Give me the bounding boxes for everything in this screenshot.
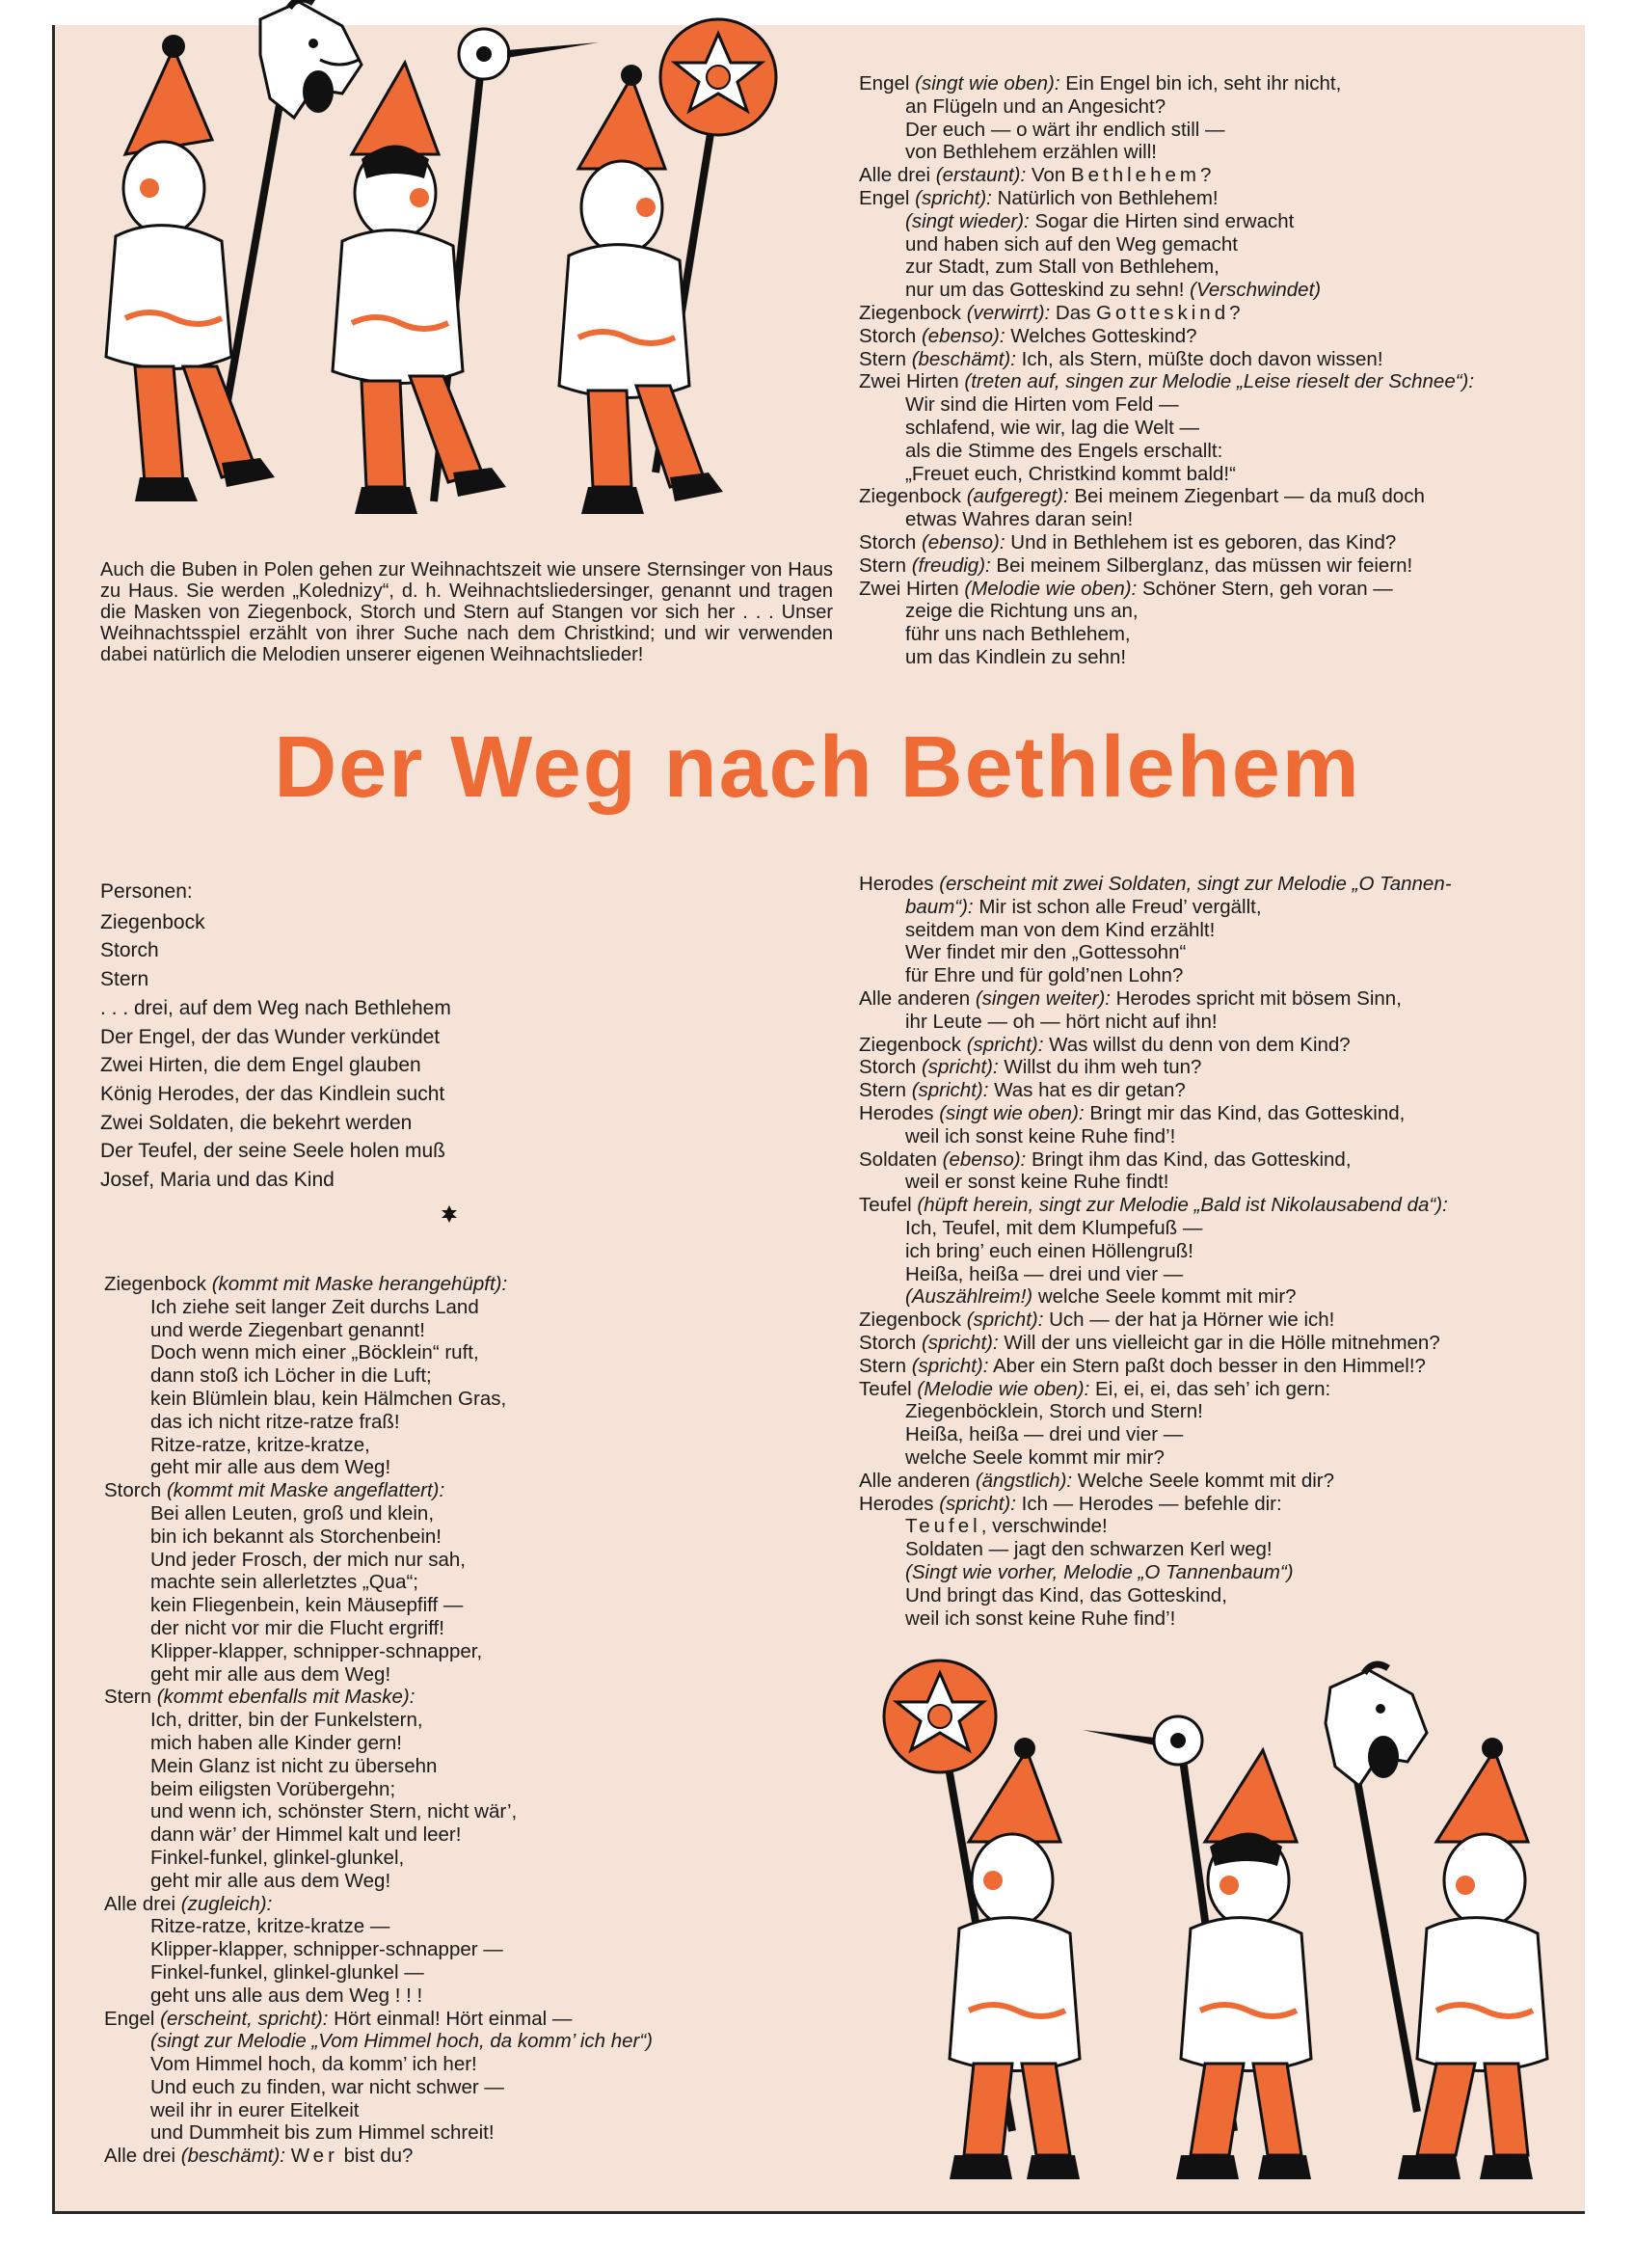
dialogue-text: das ich nicht ritze-ratze fraß! [150,1410,400,1433]
dialogue-text: Uch — der hat ja Hörner wie ich! [1043,1309,1335,1332]
dialogue-text: Hört einmal! Hört einmal — [328,2007,573,2030]
script-line [104,1732,653,1755]
script-line [104,1502,653,1526]
script-line [859,1056,1452,1079]
script-line [104,1526,653,1549]
script-line [859,302,1474,325]
script-line [859,1034,1452,1057]
stage-direction: (hüpft herein, singt zur Melodie „Bald ist Nikolausabend da“): [917,1194,1448,1217]
dialogue-text: Klipper-klapper, schnipper-schnapper, [150,1639,483,1662]
stage-direction: (spricht): [939,1492,1016,1515]
script-line [104,2008,653,2031]
script-line [859,393,1474,417]
script-line [859,1446,1452,1470]
stage-direction: (spricht): [911,1354,989,1377]
script-line [104,1640,653,1663]
dialogue-text: Wer findet mir den „Gottessohn“ [905,941,1187,964]
dialogue-text: dann wär’ der Himmel kalt und leer! [150,1823,462,1847]
script-line [859,1309,1452,1332]
stage-direction: (spricht): [921,1056,999,1079]
stage-direction: (spricht): [921,1331,999,1354]
script-line [104,1549,653,1572]
stage-direction: baum“): [905,895,974,918]
stage-direction: (treten auf, singen zur Melodie „Leise rieselt der Schnee“): [964,370,1475,393]
dialogue-text: Und jeder Frosch, der mich nur sah, [150,1548,466,1571]
dialogue-text: Ziegenböcklein, Storch und Stern! [905,1400,1203,1423]
script-line [859,1194,1452,1217]
dialogue-text: seitdem man von dem Kind erzählt! [905,918,1216,941]
dialogue-text: bist du? [337,2145,414,2168]
dialogue-text: Welches Gotteskind? [1005,324,1197,347]
boy-with-star-mask [559,19,776,514]
dialogue-text: führ uns nach Bethlehem, [905,623,1131,646]
cast-item: Der Engel, der das Wunder verkündet [100,1025,441,1048]
script-line [859,1378,1452,1401]
script-line [859,1607,1452,1631]
script-line [104,1341,653,1364]
dialogue-text: Wir sind die Hirten vom Feld — [905,393,1179,417]
dialogue-text: zeige die Richtung uns an, [905,600,1139,623]
illustration-boys-top [96,0,868,550]
script-line [859,119,1474,142]
cast-item: Zwei Hirten, die dem Engel glauben [100,1054,421,1077]
dialogue-text: geht uns alle aus dem Weg ! ! ! [150,1984,423,2007]
speaker-name: Storch [859,530,917,554]
emphasized-word: Wer [290,2145,338,2168]
dialogue-text: ? [1229,301,1241,324]
script-line [104,1411,653,1434]
stage-direction: (ängstlich): [975,1469,1073,1492]
script-line [859,1240,1452,1263]
script-line [859,325,1474,348]
intro-caption: Auch die Buben in Polen gehen zur Weihnachtszeit wie unsere Sternsinger von Haus zu Haus. Sie werden „Kolednizy“, d. h. Weihnachtsliedersinger, genannt und tragen die Masken von Ziegenbock, Storch und Stern auf Stangen vor sich her . . . Unser Weihnachtsspiel erzählt von ihrer Suche nach dem Christkind; und wir verwenden dabei natürlich die Melodien unserer eigenen Weihnachtslieder! [100,559,833,665]
script-line [104,1984,653,2008]
dialogue-text: weil ich sonst keine Ruhe find’! [905,1606,1176,1630]
script-line [859,210,1474,233]
script-line [104,1709,653,1732]
dialogue-text: Und in Bethlehem ist es geboren, das Kind? [1005,530,1397,554]
page-title: Der Weg nach Bethlehem [274,719,1361,816]
stage-direction: (erstaunt): [935,164,1027,187]
script-line [104,2121,653,2145]
dialogue-text: weil ich sonst keine Ruhe find’! [905,1124,1176,1148]
dialogue-text: Und euch zu finden, war nicht schwer — [150,2075,504,2098]
dialogue-text: dann stoß ich Löcher in die Luft; [150,1364,432,1388]
speaker-name: Alle drei [104,2145,176,2168]
script-line [859,1538,1452,1561]
script-line [859,256,1474,279]
dialogue-text: geht mir alle aus dem Weg! [150,1456,391,1479]
dialogue-text: Ritze-ratze, kritze-kratze — [150,1915,390,1938]
dialogue-text: zur Stadt, zum Stall von Bethlehem, [905,256,1220,279]
dialogue-text: geht mir alle aus dem Weg! [150,1869,391,1892]
script-line [859,578,1474,601]
dialogue-text: Aber ein Stern paßt doch besser in den Himmel!? [988,1354,1426,1377]
script-line [859,1285,1452,1309]
cast-item: . . . drei, auf dem Weg nach Bethlehem [100,996,451,1019]
cast-item: Storch [100,939,159,962]
star-divider-icon [441,1205,458,1223]
script-line [104,1961,653,1984]
stage-direction: (freudig): [911,554,991,577]
cast-item: Zwei Soldaten, die bekehrt werden [100,1111,413,1134]
dialogue-text: welche Seele kommt mit mir? [1032,1285,1297,1309]
boy-with-goat-mask [106,0,362,501]
dialogue-text: etwas Wahres daran sein! [905,508,1134,531]
dialogue-text: Und bringt das Kind, das Gotteskind, [905,1583,1227,1606]
speaker-name: Stern [859,1354,906,1377]
script-line [859,348,1474,371]
speaker-name: Stern [859,554,906,577]
dialogue-text: weil er sonst keine Ruhe findt! [905,1171,1169,1194]
dialogue-text: „Freuet euch, Christkind kommt bald!“ [905,462,1236,485]
dialogue-text: Ich ziehe seit langer Zeit durchs Land [150,1295,479,1318]
stage-direction: (spricht): [966,1033,1044,1056]
script-line [104,1273,653,1296]
dialogue-text: Heißa, heißa — drei und vier — [905,1262,1184,1285]
script-line [104,1594,653,1617]
script-line [859,1171,1452,1194]
script-line [859,1332,1452,1355]
script-line [104,2030,653,2053]
stage-direction: (spricht): [911,1079,989,1102]
dialogue-text: Bei meinem Silberglanz, das müssen wir feiern! [990,554,1413,577]
script-line [859,964,1452,987]
speaker-name: Teufel [859,1377,912,1400]
dialogue-text: , verschwinde! [980,1515,1108,1538]
speaker-name: Herodes [859,1492,934,1515]
script-line [859,1584,1452,1607]
dialogue-text: Bei meinem Ziegenbart — da muß doch [1068,485,1425,508]
script-line [859,1515,1452,1538]
stage-direction: (Singt wie vorher, Melodie „O Tannenbaum“) [905,1560,1294,1583]
script-line [859,463,1474,486]
script-line [859,1355,1452,1378]
speaker-name: Herodes [859,873,934,895]
speaker-name: Alle anderen [859,1469,971,1492]
dialogue-text: Bringt mir das Kind, das Gotteskind, [1084,1101,1406,1124]
stage-direction: (erscheint, spricht): [160,2007,329,2030]
emphasized-word: Teufel [905,1515,981,1538]
cast-item: Der Teufel, der seine Seele holen muß [100,1140,445,1163]
dialogue-text: beim eiligsten Vorübergehn; [150,1777,396,1800]
stage-direction: (Verschwindet) [1190,279,1322,302]
boy-with-star-mask [884,1660,1080,2179]
dialogue-text: Schöner Stern, geh voran — [1137,577,1393,600]
dialogue-text: Bei allen Leuten, groß und klein, [150,1501,435,1525]
script-line [859,600,1474,623]
script-line [859,233,1474,256]
speaker-name: Ziegenbock [859,485,961,508]
stage-direction: (spricht): [966,1309,1044,1332]
speaker-name: Storch [859,1331,917,1354]
illustration-boys-bottom [868,1649,1600,2199]
dialogue-text: Von [1026,164,1071,187]
stage-direction: (beschämt): [911,347,1016,370]
speaker-name: Alle drei [104,1892,176,1915]
dialogue-text: kein Fliegenbein, kein Mäusepfiff — [150,1594,464,1617]
script-line [859,919,1452,942]
script-line [104,1571,653,1594]
boy-with-goat-mask [1326,1664,1547,2179]
script-line [859,508,1474,531]
script-line [104,1663,653,1687]
stage-direction: (singen weiter): [975,986,1111,1010]
stage-direction: (ebenso): [942,1148,1027,1171]
stage-direction: (Melodie wie oben): [917,1377,1090,1400]
cast-item: König Herodes, der das Kindlein sucht [100,1082,445,1105]
script-line [104,1364,653,1388]
script-line [859,1423,1452,1446]
script-line [859,1217,1452,1240]
script-line [859,141,1474,164]
script-line [104,1847,653,1870]
dialogue-text: welche Seele kommt mir mir? [905,1445,1165,1469]
dialogue-text: ich bring’ euch einen Höllengruß! [905,1239,1193,1262]
dialogue-text: und Dummheit bis zum Himmel schreit! [150,2121,495,2145]
script-line [859,187,1474,210]
script-line [859,370,1474,393]
speaker-name: Ziegenbock [859,1033,961,1056]
speaker-name: Herodes [859,1101,934,1124]
dialogue-text: um das Kindlein zu sehn! [905,645,1127,668]
script-line [104,1778,653,1801]
stage-direction: (ebenso): [921,530,1005,554]
stage-direction: (singt wie oben): [939,1101,1085,1124]
script-line [104,2053,653,2076]
dialogue-text: Klipper-klapper, schnipper-schnapper — [150,1938,503,1961]
stage-direction: (singt wie oben): [915,72,1060,94]
stage-direction: (aufgeregt): [966,485,1069,508]
speaker-name: Teufel [859,1194,912,1217]
script-line [859,941,1452,964]
speaker-name: Engel [859,72,910,94]
dialogue-text: Der euch — o wärt ihr endlich still — [905,118,1225,141]
dialogue-text: Was hat es dir getan? [988,1079,1186,1102]
script-line [859,873,1452,896]
stage-direction: (singt zur Melodie „Vom Himmel hoch, da komm’ ich her“) [150,2030,654,2053]
dialogue-text: Ich, dritter, bin der Funkelstern, [150,1709,423,1732]
script-line [859,896,1452,919]
dialogue-text: und haben sich auf den Weg gemacht [905,232,1238,256]
boy-with-stork-mask [1083,1716,1311,2179]
speaker-name: Zwei Hirten [859,577,959,600]
dialogue-text: Ich — Herodes — befehle dir: [1015,1492,1282,1515]
script-line [859,1102,1452,1125]
script-line [104,1823,653,1847]
dialogue-text: bin ich bekannt als Storchenbein! [150,1525,442,1548]
dialogue-text: der nicht vor mir die Flucht ergriff! [150,1616,444,1639]
stage-direction: (beschämt): [180,2145,285,2168]
dialogue-text: Finkel-funkel, glinkel-glunkel — [150,1960,424,1984]
dialogue-text: Das [1050,301,1097,324]
speaker-name: Zwei Hirten [859,370,959,393]
dialogue-text: als die Stimme des Engels erschallt: [905,439,1223,462]
script-line [859,646,1474,669]
stage-direction: (erscheint mit zwei Soldaten, singt zur Melodie „O Tannen- [939,873,1452,895]
speaker-name: Stern [859,347,906,370]
script-line [104,1755,653,1778]
script-line [859,95,1474,119]
stage-direction: (Melodie wie oben): [964,577,1138,600]
script-line [104,1870,653,1893]
dialogue-text: kein Blümlein blau, kein Hälmchen Gras, [150,1387,507,1410]
dialogue-text: Bringt ihm das Kind, das Gotteskind, [1026,1148,1352,1171]
speaker-name: Ziegenbock [104,1273,206,1295]
dialogue-text: an Flügeln und an Angesicht? [905,94,1166,118]
cast-item: Ziegenbock [100,910,205,933]
script-line [859,1493,1452,1516]
script-line [859,1148,1452,1172]
cast-list-label: Personen: [100,880,193,903]
dialogue-text: Herodes spricht mit bösem Sinn, [1110,986,1402,1010]
dialogue-text: Mir ist schon alle Freud’ vergällt, [973,895,1262,918]
cast-item: Stern [100,968,149,991]
speaker-name: Ziegenbock [859,301,961,324]
script-line [104,1617,653,1640]
stage-direction: (zugleich): [180,1892,273,1915]
dialogue-text: schlafend, wie wir, lag die Welt — [905,416,1199,439]
speaker-name: Storch [104,1479,162,1502]
script-line [859,417,1474,440]
stage-direction: (verwirrt): [966,301,1051,324]
dialogue-text: Ei, ei, ei, das seh’ ich gern: [1089,1377,1331,1400]
dialogue-text: Finkel-funkel, glinkel-glunkel, [150,1846,405,1869]
script-line [859,531,1474,554]
script-line [859,1263,1452,1286]
stage-direction: (singt wieder): [905,209,1030,232]
dialogue-text: nur um das Gotteskind zu sehn! [905,279,1191,302]
dialogue-text: Ritze-ratze, kritze-kratze, [150,1433,370,1456]
dialogue-text: Willst du ihm weh tun? [998,1056,1202,1079]
dialogue-text: Was willst du denn von dem Kind? [1043,1033,1351,1056]
dialogue-text: ihr Leute — oh — hört nicht auf ihn! [905,1010,1218,1033]
script-line [104,1456,653,1479]
dialogue-text: Ich, als Stern, müßte doch davon wissen! [1015,347,1383,370]
script-line [859,440,1474,463]
stage-direction: (kommt mit Maske angeflattert): [166,1479,445,1502]
dialogue-text: Ein Engel bin ich, seht ihr nicht, [1059,72,1342,94]
dialogue-text: Welche Seele kommt mit dir? [1072,1469,1334,1492]
emphasized-word: Bethlehem [1070,164,1200,187]
speaker-name: Engel [104,2007,155,2030]
script-line [859,1079,1452,1102]
script-line [104,1434,653,1457]
stage-direction: (spricht): [915,186,992,209]
dialogue-text: für Ehre und für gold’nen Lohn? [905,964,1184,987]
dialogue-text: Natürlich von Bethlehem! [991,186,1219,209]
script-line [859,72,1474,95]
dialogue-text: Sogar die Hirten sind erwacht [1029,209,1295,232]
script-line [859,1470,1452,1493]
script-line [104,2145,653,2168]
speaker-name: Stern [859,1079,906,1102]
script-line [859,1561,1452,1584]
dialogue-text: mich haben alle Kinder gern! [150,1731,402,1754]
speaker-name: Engel [859,186,910,209]
dialogue-text: geht mir alle aus dem Weg! [150,1662,391,1686]
stage-direction: (ebenso): [921,324,1005,347]
script-line [859,1125,1452,1148]
script-column-right-bottom [859,873,1452,1630]
dialogue-text: Doch wenn mich einer „Böcklein“ ruft, [150,1341,479,1364]
script-line [104,1296,653,1319]
script-line [859,279,1474,302]
dialogue-text: Mein Glanz ist nicht zu übersehn [150,1754,438,1777]
boy-with-stork-mask [333,29,599,514]
cast-list [100,878,451,1195]
script-column-right-top [859,72,1474,669]
script-line [104,1915,653,1938]
stage-direction: (Auszählreim!) [905,1285,1033,1309]
script-line [104,1319,653,1342]
dialogue-text: Soldaten — jagt den schwarzen Kerl weg! [905,1538,1273,1561]
script-line [104,1938,653,1961]
speaker-name: Alle drei [859,164,931,187]
speaker-name: Alle anderen [859,986,971,1010]
speaker-name: Soldaten [859,1148,937,1171]
dialogue-text: weil ihr in eurer Eitelkeit [150,2098,360,2121]
script-line [104,2099,653,2122]
script-line [859,485,1474,508]
dialogue-text: Vom Himmel hoch, da komm’ ich her! [150,2053,477,2076]
speaker-name: Storch [859,1056,917,1079]
dialogue-text: Heißa, heißa — drei und vier — [905,1423,1184,1446]
script-line [104,2076,653,2099]
script-line [104,1800,653,1823]
script-line [859,1400,1452,1423]
script-line [859,1011,1452,1034]
dialogue-text: von Bethlehem erzählen will! [905,141,1157,164]
script-line [859,164,1474,187]
script-column-left [104,1273,653,2168]
dialogue-text: Ich, Teufel, mit dem Klumpefuß — [905,1216,1203,1239]
script-line [859,623,1474,646]
script-line [104,1388,653,1411]
dialogue-text: Will der uns vielleicht gar in die Hölle mitnehmen? [998,1331,1440,1354]
emphasized-word: Gotteskind [1096,301,1230,324]
stage-direction: (kommt mit Maske herangehüpft): [211,1273,508,1295]
dialogue-text: und wenn ich, schönster Stern, nicht wär’, [150,1800,518,1823]
speaker-name: Ziegenbock [859,1309,961,1332]
cast-item: Josef, Maria und das Kind [100,1169,335,1192]
script-line [104,1479,653,1502]
stage-direction: (kommt ebenfalls mit Maske): [156,1686,415,1709]
script-line [104,1686,653,1709]
speaker-name: Storch [859,324,917,347]
speaker-name: Stern [104,1686,151,1709]
dialogue-text: und werde Ziegenbart genannt! [150,1318,425,1341]
script-line [859,987,1452,1011]
dialogue-text: machte sein allerletztes „Qua“; [150,1571,419,1594]
script-line [104,1893,653,1916]
dialogue-text: ? [1199,164,1212,187]
script-line [859,554,1474,578]
